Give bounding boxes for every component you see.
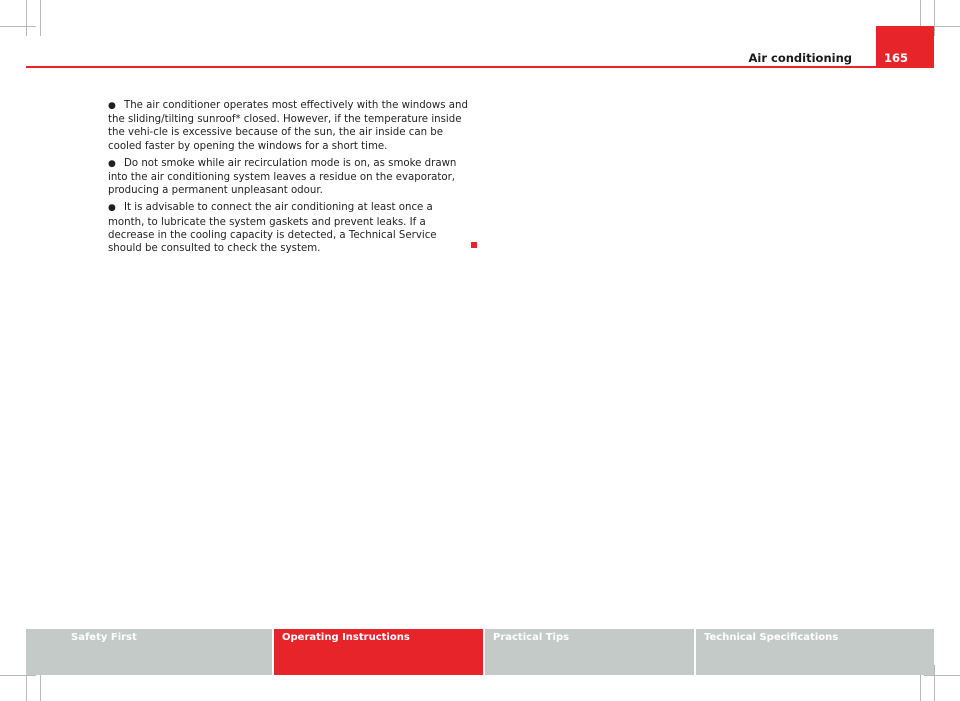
header-rule bbox=[26, 66, 934, 68]
tab-technical-specifications[interactable]: Technical Specifications bbox=[694, 629, 934, 675]
bullet-text: Do not smoke while air recirculation mode is on, as smoke drawn into the air conditioning system leaves a residue on the evaporator, producing a permanent unpleasant odour. bbox=[108, 157, 457, 197]
footer-nav bbox=[26, 629, 934, 675]
bullet-text: The air conditioner operates most effectively with the windows and the sliding/tilting sunroof* closed. However, if the temperature inside the vehi-cle is excessive because of the sun, the air inside can be cooled faster by opening the windows for a short time. bbox=[108, 100, 468, 152]
crop-mark bbox=[934, 0, 935, 36]
tab-operating-instructions[interactable]: Operating Instructions bbox=[272, 629, 483, 675]
crop-mark bbox=[0, 675, 36, 676]
bullet-item bbox=[108, 157, 468, 198]
tab-safety-first[interactable]: Safety First bbox=[26, 629, 272, 675]
section-end-mark bbox=[471, 242, 477, 248]
crop-mark bbox=[0, 26, 36, 27]
bullet-item bbox=[108, 201, 468, 255]
section-title: Air conditioning bbox=[748, 51, 852, 65]
crop-mark bbox=[40, 0, 41, 36]
page-number: 165 bbox=[884, 51, 909, 65]
crop-mark bbox=[26, 0, 27, 36]
crop-mark bbox=[934, 665, 935, 701]
bullet-text: It is advisable to connect the air conditioning at least once a month, to lubricate the system gaskets and prevent leaks. If a decrease in the cooling capacity is detected, a Technical Service should be consulted to check the system. bbox=[108, 202, 437, 255]
bullet-icon: ● bbox=[108, 203, 116, 214]
bullet-item bbox=[108, 99, 468, 153]
content-body bbox=[108, 99, 468, 259]
crop-mark bbox=[924, 675, 960, 676]
bullet-icon: ● bbox=[108, 101, 116, 111]
bullet-icon: ● bbox=[108, 158, 116, 169]
tab-practical-tips[interactable]: Practical Tips bbox=[483, 629, 694, 675]
